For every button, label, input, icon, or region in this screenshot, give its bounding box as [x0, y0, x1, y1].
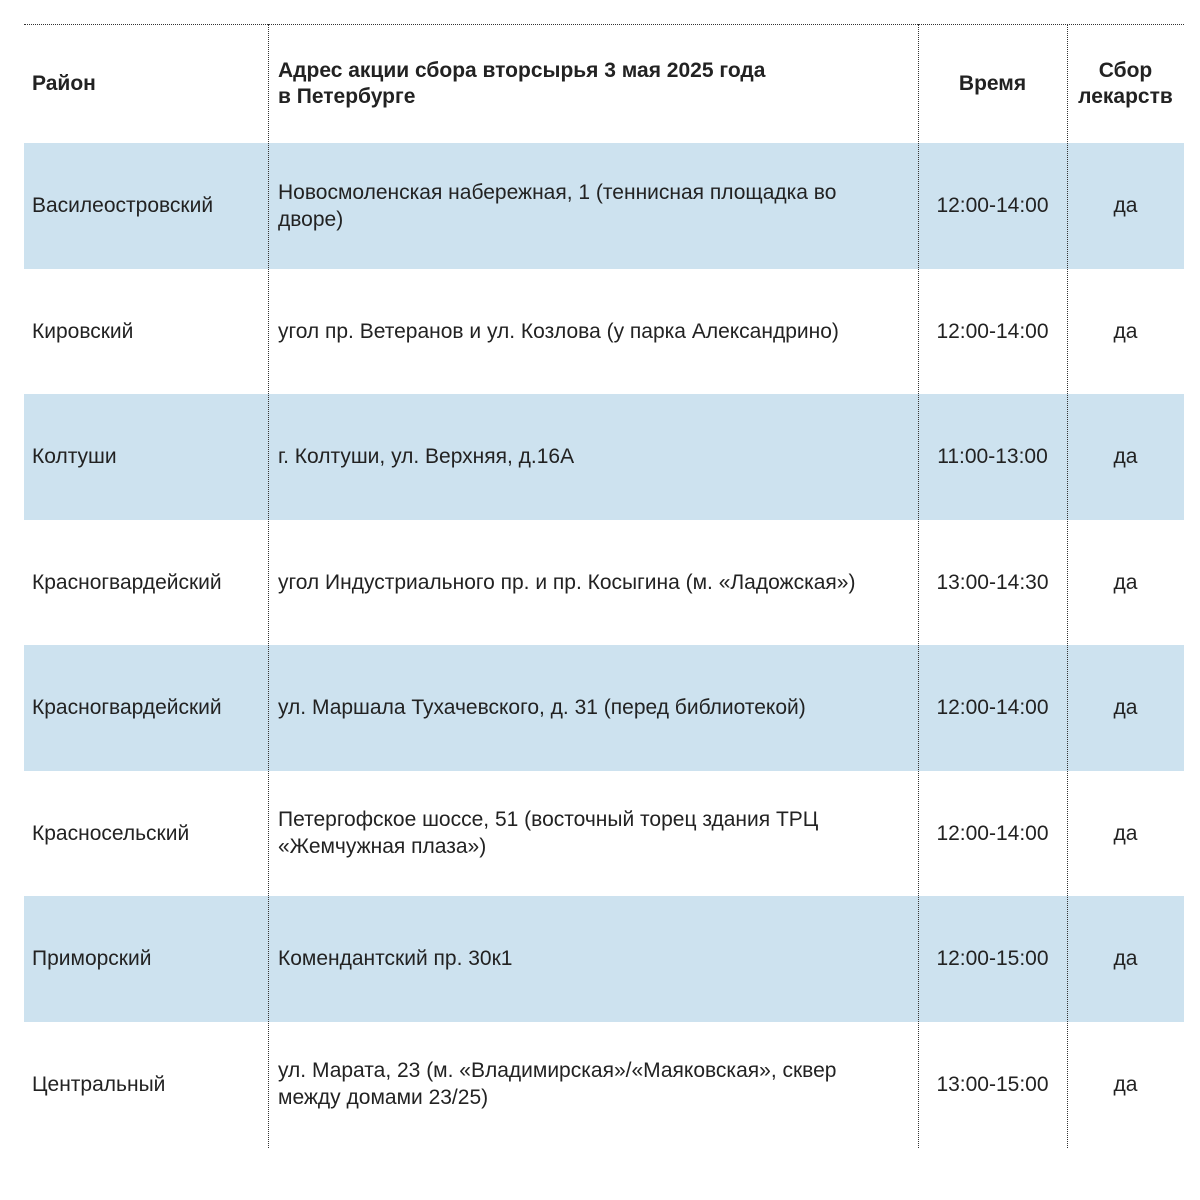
address-line1: г. Колтуши, ул. Верхняя, д.16А: [278, 445, 575, 469]
table-row: [24, 394, 1184, 520]
address-cell: [268, 143, 918, 269]
district-cell: Центральный: [32, 1072, 166, 1096]
district-cell: Колтуши: [32, 445, 117, 469]
district-cell: Приморский: [32, 947, 152, 971]
address-line1: угол Индустриального пр. и пр. Косыгина (м. «Ладожская»): [278, 570, 856, 594]
header-medicine: [1067, 24, 1184, 143]
medicine-cell: да: [1113, 821, 1138, 845]
address-line2: «Жемчужная плаза»): [278, 835, 487, 859]
address-line2: между домами 23/25): [278, 1086, 489, 1110]
table-row: [24, 269, 1184, 395]
address-line1: Петергофское шоссе, 51 (восточный торец здания ТРЦ: [278, 808, 819, 832]
header-address: [268, 24, 918, 143]
address-line1: угол пр. Ветеранов и ул. Козлова (у парка Александрино): [278, 319, 839, 343]
district-cell: Красногвардейский: [32, 696, 222, 720]
time-cell: 12:00-14:00: [936, 821, 1049, 845]
address-cell: [268, 394, 918, 520]
address-line1: Новосмоленская набережная, 1 (теннисная площадка во: [278, 180, 837, 204]
address-line1: Комендантский пр. 30к1: [278, 947, 513, 971]
district-cell: Красногвардейский: [32, 570, 222, 594]
address-cell: [268, 1022, 918, 1148]
address-line2: дворе): [278, 207, 344, 231]
address-line1: ул. Марата, 23 (м. «Владимирская»/«Маяковская», сквер: [278, 1059, 837, 1083]
medicine-cell: да: [1113, 1072, 1138, 1096]
recycling-schedule-table: [24, 24, 1184, 1147]
table-row: [24, 896, 1184, 1022]
table-row: [24, 645, 1184, 771]
district-cell: Кировский: [32, 319, 134, 343]
header-medicine-line1: Сбор: [1098, 58, 1153, 82]
header-district: Район: [32, 71, 96, 95]
medicine-cell: да: [1113, 947, 1138, 971]
header-address-line1: Адрес акции сбора вторсырья 3 мая 2025 года: [278, 58, 766, 82]
header-time: Время: [958, 71, 1027, 95]
table-row: [24, 520, 1184, 646]
header-medicine-line2: лекарств: [1078, 84, 1173, 108]
address-cell: [268, 645, 918, 771]
table-header-row: [24, 24, 1184, 143]
table-top-border: [24, 24, 1184, 25]
address-cell: [268, 771, 918, 897]
address-line1: ул. Маршала Тухачевского, д. 31 (перед библиотекой): [278, 696, 806, 720]
time-cell: 12:00-14:00: [936, 696, 1049, 720]
header-address-line2: в Петербурге: [278, 84, 416, 108]
district-cell: Василеостровский: [32, 194, 214, 218]
medicine-cell: да: [1113, 194, 1138, 218]
address-cell: [268, 269, 918, 395]
table-row: [24, 771, 1184, 897]
time-cell: 11:00-13:00: [937, 445, 1048, 469]
medicine-cell: да: [1113, 445, 1138, 469]
medicine-cell: да: [1113, 696, 1138, 720]
medicine-cell: да: [1113, 570, 1138, 594]
district-cell: Красносельский: [32, 821, 190, 845]
column-divider: [268, 24, 269, 1148]
table-row: [24, 1022, 1184, 1148]
time-cell: 13:00-15:00: [936, 1072, 1049, 1096]
column-divider: [1067, 24, 1068, 1148]
table-row: [24, 143, 1184, 269]
time-cell: 12:00-14:00: [936, 319, 1049, 343]
time-cell: 12:00-14:00: [936, 194, 1049, 218]
time-cell: 13:00-14:30: [936, 570, 1049, 594]
address-cell: [268, 520, 918, 646]
time-cell: 12:00-15:00: [936, 947, 1049, 971]
address-cell: [268, 896, 918, 1022]
medicine-cell: да: [1113, 319, 1138, 343]
column-divider: [918, 24, 919, 1148]
